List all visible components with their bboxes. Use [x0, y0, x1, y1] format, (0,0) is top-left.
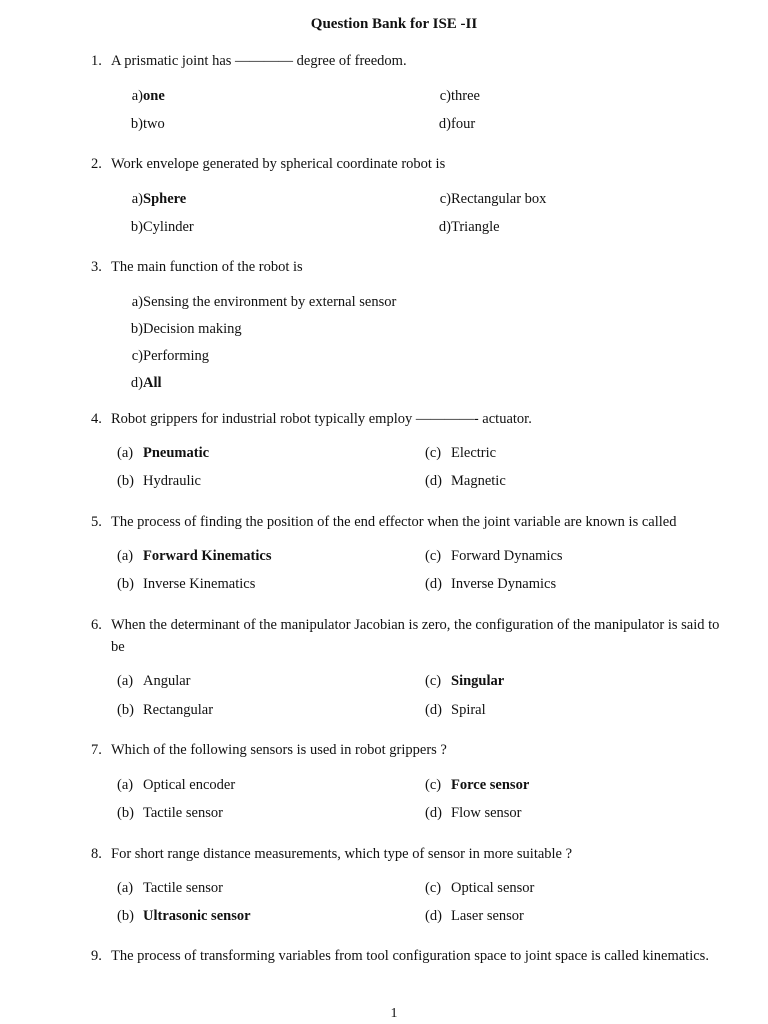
question-number: 5.: [91, 514, 102, 530]
option-text: one: [143, 88, 165, 104]
option-text: Forward Dynamics: [451, 548, 563, 564]
option-text: Inverse Kinematics: [143, 576, 256, 592]
option-text: Decision making: [143, 321, 242, 337]
option-text: Performing: [143, 348, 210, 364]
option-label: (b): [117, 908, 134, 924]
option-text: Magnetic: [451, 473, 506, 489]
option-text: Triangle: [451, 219, 500, 235]
question-text: When the determinant of the manipulator Jacobian is zero, the configuration of the manipulator is said to be: [111, 617, 720, 655]
question-text: A prismatic joint has ———— degree of freedom.: [111, 53, 407, 69]
option-text: Laser sensor: [451, 908, 524, 924]
question-number: 6.: [91, 617, 102, 633]
option-text: Angular: [143, 673, 191, 689]
question-number: 9.: [91, 948, 102, 964]
option-label: d): [438, 219, 451, 235]
question-8: [91, 843, 721, 865]
question-number: 4.: [91, 411, 102, 427]
option-text: Optical encoder: [143, 777, 236, 793]
option-text: three: [451, 88, 480, 104]
question-1: [91, 50, 721, 72]
option-text: Tactile sensor: [143, 880, 223, 896]
option-label: a): [131, 191, 143, 207]
option-text: Tactile sensor: [143, 805, 223, 821]
option-label: b): [130, 116, 143, 132]
option-label: (c): [425, 445, 442, 461]
option-label: (b): [117, 702, 134, 718]
option-label: (b): [117, 473, 134, 489]
option-text: Spiral: [451, 702, 486, 718]
option-label: (b): [117, 576, 134, 592]
option-text: four: [451, 116, 476, 132]
question-text: The process of transforming variables from tool configuration space to joint space is called kinematics.: [111, 948, 709, 964]
question-number: 8.: [91, 846, 102, 862]
option-label: c): [439, 191, 451, 207]
option-text: two: [143, 116, 165, 132]
option-text: Sphere: [143, 191, 187, 207]
option-label: c): [439, 88, 451, 104]
question-number: 3.: [91, 259, 102, 275]
question-text: Work envelope generated by spherical coordinate robot is: [111, 156, 446, 172]
question-9: [91, 945, 721, 967]
question-6: [91, 614, 721, 658]
option-label: c): [131, 348, 143, 364]
option-label: b): [130, 219, 143, 235]
option-label: a): [131, 88, 143, 104]
option-label: (d): [425, 576, 442, 592]
option-label: b): [130, 321, 143, 337]
question-text: Robot grippers for industrial robot typically employ ————- actuator.: [111, 411, 532, 427]
question-7: [91, 739, 721, 761]
option-text: Optical sensor: [451, 880, 535, 896]
option-text: Pneumatic: [143, 445, 210, 461]
question-text: For short range distance measurements, which type of sensor in more suitable ?: [111, 846, 573, 862]
option-label: (a): [117, 880, 134, 896]
option-text: Cylinder: [143, 219, 194, 235]
option-label: (d): [425, 805, 442, 821]
option-label: (a): [117, 445, 134, 461]
option-label: (c): [425, 880, 442, 896]
page-title: Question Bank for ISE -II: [310, 16, 478, 32]
option-text: Electric: [451, 445, 497, 461]
option-text: Hydraulic: [143, 473, 201, 489]
option-label: (c): [425, 777, 442, 793]
question-text: The main function of the robot is: [111, 259, 303, 275]
option-text: Rectangular box: [451, 191, 547, 207]
option-label: (c): [425, 548, 442, 564]
question-number: 1.: [91, 53, 102, 69]
option-label: (c): [425, 673, 442, 689]
option-label: (b): [117, 805, 134, 821]
option-text: Ultrasonic sensor: [143, 908, 251, 924]
option-text: Forward Kinematics: [143, 548, 272, 564]
option-text: All: [143, 375, 162, 391]
option-text: Sensing the environment by external sensor: [143, 294, 397, 310]
option-text: Inverse Dynamics: [451, 576, 557, 592]
question-text: The process of finding the position of the end effector when the joint variable are known is called: [111, 514, 677, 530]
option-label: d): [438, 116, 451, 132]
question-5: [91, 511, 721, 533]
option-text: Force sensor: [451, 777, 530, 793]
question-number: 7.: [91, 742, 102, 758]
option-label: (a): [117, 548, 134, 564]
page-number: 1: [390, 1006, 398, 1021]
option-label: d): [130, 375, 143, 391]
question-number: 2.: [91, 156, 102, 172]
option-label: (d): [425, 908, 442, 924]
option-label: (a): [117, 777, 134, 793]
option-label: a): [131, 294, 143, 310]
question-text: Which of the following sensors is used in robot grippers ?: [111, 742, 447, 758]
option-text: Rectangular: [143, 702, 214, 718]
option-label: (d): [425, 473, 442, 489]
option-text: Flow sensor: [451, 805, 522, 821]
question-4: [91, 408, 721, 430]
option-label: (a): [117, 673, 134, 689]
question-3: [91, 256, 721, 278]
option-text: Singular: [451, 673, 505, 689]
question-2: [91, 153, 721, 175]
option-label: (d): [425, 702, 442, 718]
